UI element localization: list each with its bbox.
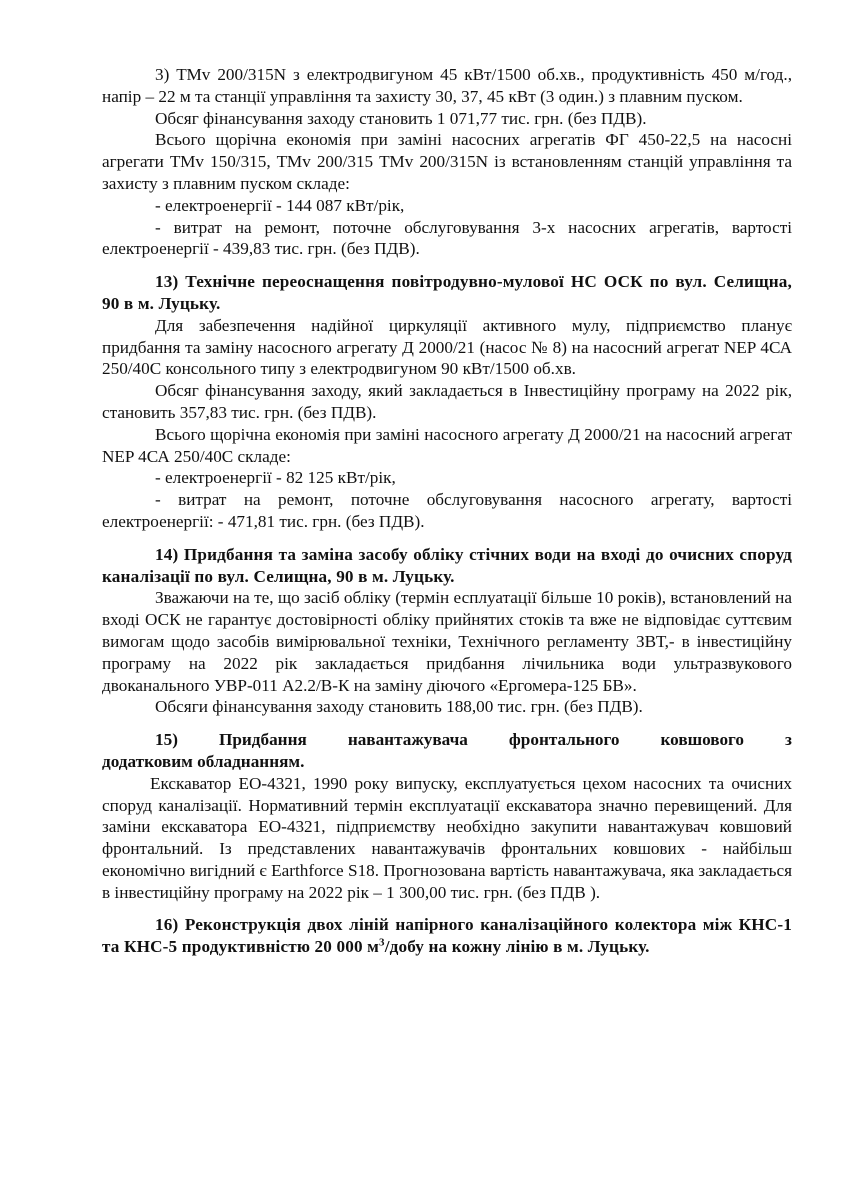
heading-word: навантажувача bbox=[347, 730, 468, 750]
item3-text: 3) ТМv 200/315N з електродвигуном 45 кВт/1500 об.хв., продуктивність 450 м/год., напір – 22 м та станції управління та захисту 30, 37, 45 кВт (3 один.) з плавним пуском. bbox=[102, 65, 792, 106]
document-page bbox=[102, 64, 792, 958]
section-14-paragraph-1: Зважаючи на те, що засіб обліку (термін есплуатації більше 10 років), встановлений на вході ОСК не гарантує достовірності обліку прийнятих стоків та вже не відповідає суттєвим вимогам щодо засобів вимірювальної техніки, Технічного регламенту ЗВТ,- в інвестиційну програму на 2022 рік закладається придбання лічильника води ультразвукового двоканального УВР-011 А2.2/В-К на заміну діючого «Ергомера-125 БВ». bbox=[102, 588, 792, 695]
section-13-paragraph-1: Для забезпечення надійної циркуляції активного мулу, підприємство планує придбання та заміну насосного агрегату Д 2000/21 (насос № 8) на насосний агрегат NEP 4СА 250/40С консольного типу з електродвигуном 90 кВт/1500 об.хв. bbox=[102, 315, 792, 379]
section-14-paragraph-2: Обсяги фінансування заходу становить 188,00 тис. грн. (без ПДВ). bbox=[155, 697, 643, 717]
section-16-heading bbox=[102, 914, 792, 958]
heading-word: ковшового bbox=[660, 730, 745, 750]
item3-electricity: - електроенергії - 144 087 кВт/рік, bbox=[155, 195, 405, 215]
section-15-paragraph-1: Екскаватор ЕО-4321, 1990 року випуску, експлуатується цехом насосних та очисних споруд каналізації. Нормативний термін експлуатації екскаватора значно перевищений. Для заміни екскаватора ЕО-4321, підприємству необхідно закупити навантажувач ковшовий фронтальний. Із представлених навантажувачів фронтальних ковшових - найбільш економічно вигідний є Earthforce S18. Прогнозована вартість навантажувача, яка закладається в інвестиційну програму на 2022 рік – 1 300,00 тис. грн. (без ПДВ ). bbox=[102, 773, 792, 902]
section-13-repairs: - витрат на ремонт, поточне обслуговування насосного агрегату, вартості електроенергії: - 471,81 тис. грн. (без ПДВ). bbox=[102, 490, 792, 531]
item3-repairs: - витрат на ремонт, поточне обслуговування 3-х насосних агрегатів, вартості електроенергії - 439,83 тис. грн. (без ПДВ). bbox=[102, 217, 792, 259]
section-15-heading bbox=[102, 729, 792, 773]
section-16-heading-part-b: /добу на кожну лінію в м. Луцьку. bbox=[384, 937, 650, 957]
heading-word: 15) bbox=[155, 730, 178, 750]
section-16-heading-part-a: 16) Реконструкція двох ліній напірного каналізаційного колектора між КНС-1 та КНС-5 продуктивністю 20 000 м bbox=[102, 915, 792, 957]
section-13-paragraph-2: Обсяг фінансування заходу, який закладається в Інвестиційну програму на 2022 рік, становить 357,83 тис. грн. (без ПДВ). bbox=[102, 381, 792, 422]
superscript-three: 3 bbox=[379, 936, 385, 949]
heading-word: Придбання bbox=[218, 730, 307, 750]
heading-word: фронтального bbox=[508, 730, 620, 750]
section-13-heading: 13) Технічне переоснащення повітродувно-мулової НС ОСК по вул. Селищна, 90 в м. Луцьку. bbox=[102, 272, 792, 313]
section-13-paragraph-3: Всього щорічна економія при заміні насосного агрегату Д 2000/21 на насосний агрегат NEP 4СА 250/40С складе: bbox=[102, 424, 792, 466]
item3-savings: Всього щорічна економія при заміні насосних агрегатів ФГ 450-22,5 на насосні агрегати ТМv 150/315, ТМv 200/315 ТМv 200/315N із встановленням станцій управління та захисту з плавним пуском складе: bbox=[102, 130, 792, 193]
item3-funding: Обсяг фінансування заходу становить 1 071,77 тис. грн. (без ПДВ). bbox=[155, 108, 647, 128]
section-15-heading-line-2: додатковим обладнанням. bbox=[102, 751, 305, 771]
section-14-heading: 14) Придбання та заміна засобу обліку стічних води на вході до очисних споруд каналізації по вул. Селищна, 90 в м. Луцьку. bbox=[102, 544, 792, 586]
heading-word: з bbox=[785, 730, 792, 750]
section-15-heading-line-1 bbox=[102, 729, 792, 751]
section-13-electricity: - електроенергії - 82 125 кВт/рік, bbox=[155, 468, 396, 488]
